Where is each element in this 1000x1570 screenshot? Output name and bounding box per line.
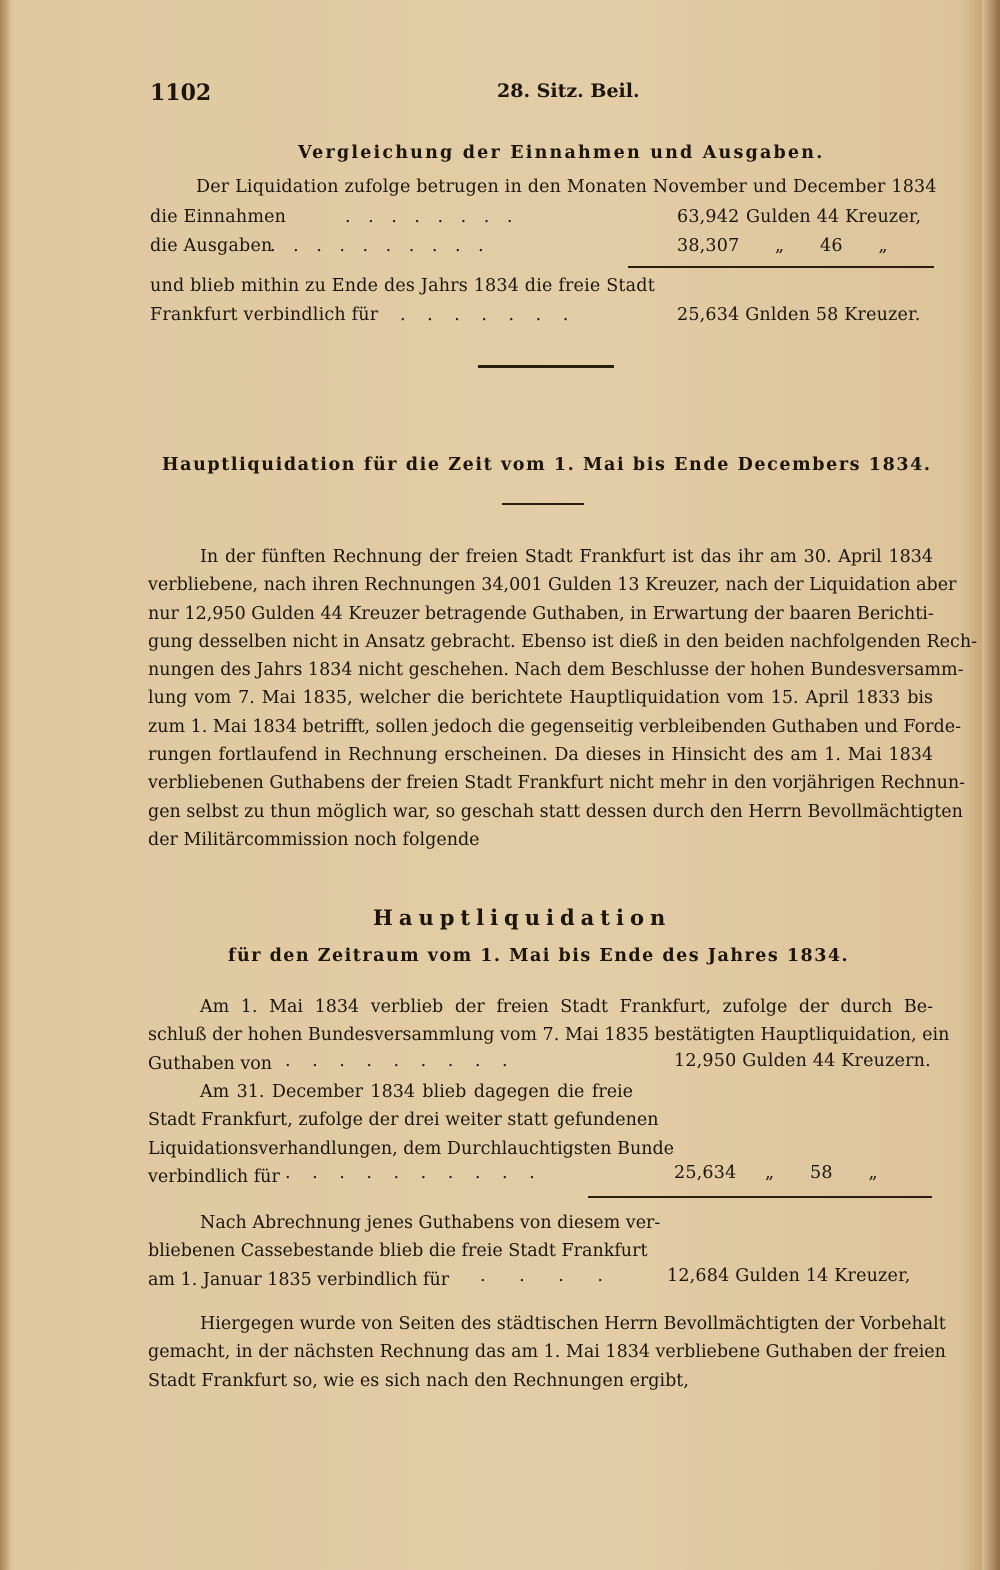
result-line-2: Frankfurt verbindlich für <box>150 305 379 325</box>
paragraph-line: rungen fortlaufend in Rechnung erscheinen. Da dieses in Hinsicht des am 1. Mai 1834 <box>148 745 933 766</box>
row-dots-einnahmen: . . . . . . . . <box>345 207 519 227</box>
row-unit-ausgaben: „ 46 „ <box>775 236 888 256</box>
row-unit-einnahmen: Gulden 44 Kreuzer, <box>746 207 922 227</box>
paragraph-line: Stadt Frankfurt, zufolge der drei weiter statt gefundenen <box>148 1110 659 1131</box>
paragraph-line: am 1. Januar 1835 verbindlich für <box>148 1269 450 1290</box>
running-title: 28. Sitz. Beil. <box>497 80 640 102</box>
paragraph-line: Liquidationsverhandlungen, dem Durchlauchtigsten Bunde <box>148 1138 675 1159</box>
paragraph-line: schluß der hohen Bundesversammlung vom 7. Mai 1835 bestätigten Hauptliquidation, ein <box>148 1025 950 1046</box>
result-amount: 25,634 Gnlden 58 Kreuzer. <box>677 305 921 325</box>
paragraph-line: Hiergegen wurde von Seiten des städtischen Herrn Bevollmächtigten der Vorbehalt <box>200 1314 946 1334</box>
section-subtitle-zeitraum: für den Zeitraum vom 1. Mai bis Ende des Jahres 1834. <box>228 946 850 966</box>
section3-paragraph-4 <box>148 1310 946 1395</box>
page-number: 1102 <box>150 80 212 106</box>
result-dots: . . . . . . . <box>400 305 577 325</box>
paragraph-line: verbliebene, nach ihren Rechnungen 34,001 Gulden 13 Kreuzer, nach der Liquidation aber <box>148 575 957 596</box>
paragraph-line: bliebenen Cassebestande blieb die freie Stadt Frankfurt <box>148 1241 648 1262</box>
paragraph-line: lung vom 7. Mai 1835, welcher die berichtete Hauptliquidation vom 15. April 1833 bis <box>148 688 933 709</box>
paragraph-line: nur 12,950 Gulden 44 Kreuzer betragende Guthaben, in Erwartung der baaren Berichti- <box>148 603 934 624</box>
paragraph-line: gen selbst zu thun möglich war, so geschah statt dessen durch den Herrn Bevollmächtigten <box>148 801 963 822</box>
paragraph-line: verbindlich für <box>148 1166 280 1187</box>
sum-rule-2 <box>588 1196 932 1198</box>
paragraph-line: verbliebenen Guthabens der freien Stadt Frankfurt nicht mehr in den vorjährigen Rechnun- <box>148 773 966 794</box>
p3-dots: . . . . <box>480 1266 617 1286</box>
paragraph-line: Guthaben von <box>148 1053 273 1074</box>
result-line-1: und blieb mithin zu Ende des Jahrs 1834 die freie Stadt <box>150 276 655 296</box>
row-label-ausgaben: die Ausgaben <box>150 236 273 256</box>
section2-paragraph <box>148 543 978 854</box>
paragraph-line: gung desselben nicht in Ansatz gebracht. Ebenso ist dieß in den beiden nachfolgenden Rech- <box>148 631 978 652</box>
p1-amount: 12,950 Gulden 44 Kreuzern. <box>674 1051 931 1071</box>
page-edge-right <box>982 0 1000 1570</box>
paragraph-line: Nach Abrechnung jenes Guthabens von diesem ver- <box>200 1213 661 1233</box>
section-title-hauptliquidation-zeit: Hauptliquidation für die Zeit vom 1. Mai bis Ende Decembers 1834. <box>162 455 932 475</box>
row-label-einnahmen: die Einnahmen <box>150 207 287 227</box>
paragraph-line: nungen des Jahrs 1834 nicht geschehen. Nach dem Beschlusse der hohen Bundesversamm- <box>148 660 964 681</box>
paragraph-line: der Militärcommission noch folgende <box>148 829 480 850</box>
section-title-vergleichung: Vergleichung der Einnahmen und Ausgaben. <box>298 143 825 163</box>
p3-amount: 12,684 Gulden 14 Kreuzer, <box>667 1266 911 1286</box>
page-edge-left <box>0 0 10 1570</box>
p2-amount: 25,634 <box>674 1163 737 1183</box>
section-title-hauptliquidation: Hauptliquidation <box>373 905 672 930</box>
section-divider-2 <box>502 503 584 505</box>
row-amount-einnahmen: 63,942 <box>677 207 740 227</box>
section1-intro: Der Liquidation zufolge betrugen in den Monaten November und December 1834 <box>196 177 937 197</box>
paragraph-line: zum 1. Mai 1834 betrifft, sollen jedoch die gegenseitig verbleibenden Guthaben und Forde- <box>148 716 961 737</box>
paragraph-line: gemacht, in der nächsten Rechnung das am 1. Mai 1834 verbliebene Guthaben der freien <box>148 1342 946 1363</box>
row-dots-ausgaben: . . . . . . . . . . <box>270 236 490 256</box>
section-divider-1 <box>478 365 614 368</box>
paragraph-line: Am 1. Mai 1834 verblieb der freien Stadt Frankfurt, zufolge der durch Be- <box>200 997 933 1017</box>
p2-dots: . . . . . . . . . . <box>285 1163 543 1183</box>
p1-dots: . . . . . . . . . <box>285 1051 516 1071</box>
sum-rule-1 <box>628 266 934 268</box>
p2-unit: „ 58 „ <box>765 1163 878 1183</box>
row-amount-ausgaben: 38,307 <box>677 236 740 256</box>
paragraph-line: Stadt Frankfurt so, wie es sich nach den Rechnungen ergibt, <box>148 1370 689 1391</box>
paragraph-line: In der fünften Rechnung der freien Stadt Frankfurt ist das ihr am 30. April 1834 <box>200 547 933 567</box>
paragraph-line: Am 31. December 1834 blieb dagegen die freie <box>200 1082 633 1102</box>
